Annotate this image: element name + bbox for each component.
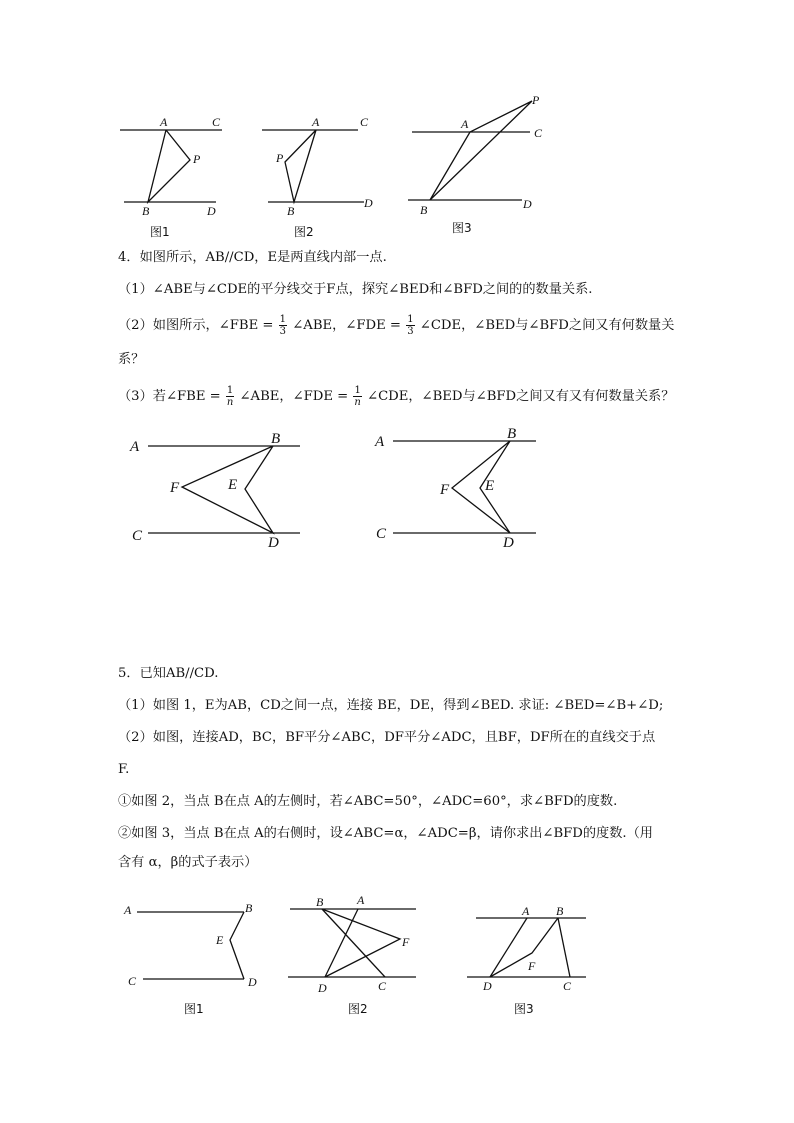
- fraction-one-over-n-2: [353, 385, 361, 408]
- fraction-denominator: 3: [407, 326, 414, 337]
- q4-part3-mid1: ∠ABE，∠FDE =: [239, 389, 349, 404]
- label-C: C: [212, 115, 221, 129]
- q5-sub2-line2: 含有 α，β的式子表示）: [118, 855, 258, 870]
- label-F: F: [528, 959, 536, 973]
- q4-figure-right: [374, 426, 536, 551]
- label-F: F: [440, 482, 450, 498]
- label-C: C: [128, 974, 137, 988]
- label-E: E: [485, 478, 495, 494]
- label-D: D: [483, 979, 492, 993]
- label-D: D: [318, 981, 327, 995]
- label-A: A: [124, 903, 132, 917]
- caption-fig2: 图2: [348, 1002, 368, 1016]
- q4-part1: （1）∠ABE与∠CDE的平分线交于F点，探究∠BED和∠BFD之间的的数量关系.: [118, 282, 593, 297]
- label-D: D: [207, 204, 216, 218]
- q4-figure-left: [129, 431, 300, 551]
- q4-stem: 4．如图所示，AB//CD，E是两直线内部一点.: [118, 250, 387, 265]
- row1-figure-2: [262, 115, 373, 239]
- label-B: B: [142, 204, 150, 218]
- fraction-numerator: 1: [354, 385, 361, 396]
- label-A: A: [357, 893, 365, 907]
- label-D: D: [364, 196, 373, 210]
- q4-part2-line2: 系？: [118, 352, 145, 367]
- fraction-one-over-n: [226, 385, 234, 408]
- q4-part2: [118, 314, 674, 337]
- label-A: A: [375, 434, 385, 450]
- caption-fig3: 图3: [514, 1002, 534, 1016]
- q5-part2-line1: （2）如图，连接AD，BC，BF平分∠ABC，DF平分∠ADC，且BF，DF所在的直线交于点: [118, 730, 656, 745]
- label-B: B: [316, 895, 324, 909]
- label-P: P: [532, 93, 540, 107]
- fraction-denominator: 3: [279, 326, 287, 337]
- label-C: C: [534, 126, 543, 140]
- q5-part2-line2: F.: [118, 762, 130, 777]
- label-D: D: [268, 535, 279, 551]
- label-D: D: [503, 535, 514, 551]
- label-A: A: [130, 439, 140, 455]
- q5-sub2-line1: ②如图 3，当点 B在点 A的右侧时，设∠ABC=α，∠ADC=β，请你求出∠BFD的度数.（用: [118, 826, 653, 841]
- q5-figure-3: [467, 904, 586, 1016]
- label-C: C: [378, 979, 387, 993]
- row1-figure-3: [408, 93, 543, 235]
- label-B: B: [287, 204, 295, 218]
- label-B: B: [507, 426, 517, 442]
- caption-fig1: 图1: [184, 1002, 204, 1016]
- q5-figure-2: [288, 893, 416, 1016]
- q4-part3-mid2: ∠CDE，∠BED与∠BFD之间又有又有何数量关系？: [367, 389, 675, 404]
- row1-figure-1: [120, 115, 222, 239]
- label-A: A: [461, 117, 469, 131]
- label-P: P: [193, 152, 201, 166]
- fraction-numerator: 1: [279, 314, 287, 325]
- label-B: B: [245, 901, 253, 915]
- caption-fig2: 图2: [294, 225, 314, 239]
- label-P: P: [276, 151, 284, 165]
- q4-part2-prefix: （2）如图所示，∠FBE =: [118, 318, 274, 333]
- fraction-numerator: 1: [226, 385, 234, 396]
- q5-figure-1: [123, 901, 257, 1016]
- label-A: A: [160, 115, 168, 129]
- q4-part3-prefix: （3）若∠FBE =: [118, 389, 221, 404]
- label-F: F: [170, 480, 180, 496]
- label-F: F: [402, 935, 410, 949]
- label-C: C: [360, 115, 369, 129]
- label-D: D: [248, 975, 257, 989]
- label-B: B: [420, 203, 428, 217]
- label-C: C: [132, 528, 143, 544]
- label-D: D: [523, 197, 532, 211]
- q5-sub1: ①如图 2，当点 B在点 A的左侧时，若∠ABC=50°，∠ADC=60°，求∠BFD的度数.: [118, 794, 618, 809]
- q4-part2-mid1: ∠ABE，∠FDE =: [292, 318, 401, 333]
- fraction-denominator: n: [354, 397, 361, 408]
- label-C: C: [563, 979, 572, 993]
- q5-part1: （1）如图 1，E为AB，CD之间一点，连接 BE，DE，得到∠BED. 求证: ∠BED=∠B+∠D;: [118, 698, 664, 713]
- q4-part3: [118, 385, 674, 408]
- q4-part2-mid2: ∠CDE，∠BED与∠BFD之间又有何数量关: [419, 318, 675, 333]
- label-B: B: [556, 904, 564, 918]
- fraction-one-third-2: [406, 314, 414, 337]
- label-B: B: [271, 431, 281, 447]
- label-A: A: [312, 115, 320, 129]
- fraction-numerator: 1: [407, 314, 414, 325]
- label-E: E: [228, 477, 238, 493]
- caption-fig3: 图3: [452, 221, 472, 235]
- q5-stem: 5．已知AB//CD.: [118, 666, 219, 681]
- fraction-one-third: [279, 314, 287, 337]
- label-C: C: [376, 526, 387, 542]
- fraction-denominator: n: [226, 397, 234, 408]
- label-A: A: [522, 904, 530, 918]
- caption-fig1: 图1: [150, 225, 170, 239]
- label-E: E: [216, 933, 224, 947]
